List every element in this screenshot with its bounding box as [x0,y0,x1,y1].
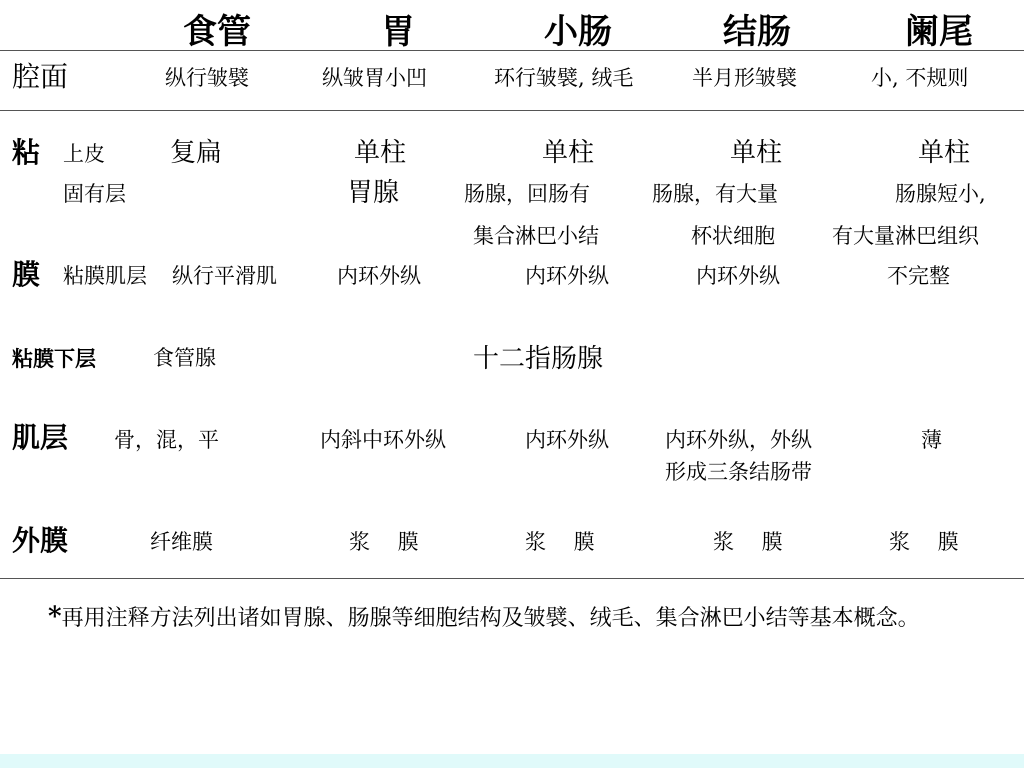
adventitia-stomach: 浆 膜 [349,530,419,554]
header-esophagus: 食管 [183,12,251,52]
muscularis-colon-line1: 内环外纵，外纵 [665,428,812,452]
luminal-stomach: 纵皱胃小凹 [322,66,427,90]
muscularis-stomach: 内斜中环外纵 [320,428,446,452]
muscularis-esophagus: 骨，混，平 [114,428,219,452]
lamina-propria-appendix-line2: 有大量淋巴组织 [832,224,979,248]
muscularis-mucosae-colon: 内环外纵 [696,264,780,288]
footnote-text: 再用注释方法列出诸如胃腺、肠腺等细胞结构及皱襞、绒毛、集合淋巴小结等基本概念。 [61,606,920,631]
luminal-appendix: 小, 不规则 [871,66,969,90]
sublabel-lamina-propria: 固有层 [63,182,126,206]
epithelium-small-intestine: 单柱 [542,138,595,168]
slide-bottom-band [0,754,1024,768]
rule-above-note [0,578,1024,579]
header-appendix: 阑尾 [905,12,973,52]
muscularis-colon-line2: 形成三条结肠带 [665,460,812,484]
muscularis-mucosae-small-intestine: 内环外纵 [525,264,609,288]
lamina-propria-stomach: 胃腺 [347,178,400,208]
header-stomach: 胃 [381,12,415,52]
adventitia-small-intestine: 浆 膜 [525,530,595,554]
adventitia-appendix: 浆 膜 [889,530,959,554]
luminal-esophagus: 纵行皱襞 [165,66,249,90]
row-label-luminal: 腔面 [12,60,69,93]
header-colon: 结肠 [723,12,791,52]
footnote-asterisk: * [48,602,62,632]
row-label-mucosa-bottom: 膜 [12,258,41,291]
adventitia-esophagus: 纤维膜 [150,530,213,554]
luminal-colon: 半月形皱襞 [692,66,797,90]
muscularis-appendix: 薄 [921,428,942,452]
submucosa-esophagus: 食管腺 [153,346,216,370]
muscularis-small-intestine: 内环外纵 [525,428,609,452]
lamina-propria-colon-line1: 肠腺，有大量 [652,182,778,206]
epithelium-esophagus: 复扁 [170,138,223,168]
epithelium-appendix: 单柱 [918,138,971,168]
epithelium-colon: 单柱 [730,138,783,168]
lamina-propria-small-intestine-line2: 集合淋巴小结 [473,224,599,248]
row-label-mucosa-top: 粘 [12,136,41,169]
rule-under-luminal [0,110,1024,111]
row-label-muscularis: 肌层 [12,421,69,454]
luminal-small-intestine: 环行皱襞, 绒毛 [494,66,634,90]
sublabel-epithelium: 上皮 [63,142,105,166]
submucosa-small-intestine: 十二指肠腺 [473,344,604,374]
rule-under-header [0,50,1024,51]
row-label-adventitia: 外膜 [12,524,69,557]
lamina-propria-small-intestine-line1: 肠腺，回肠有 [464,182,590,206]
muscularis-mucosae-stomach: 内环外纵 [337,264,421,288]
sublabel-muscularis-mucosae: 粘膜肌层 [63,264,147,288]
lamina-propria-colon-line2: 杯状细胞 [691,224,775,248]
adventitia-colon: 浆 膜 [713,530,783,554]
footnote-paragraph [12,597,1012,639]
lamina-propria-appendix-line1: 肠腺短小, [895,182,986,206]
epithelium-stomach: 单柱 [354,138,407,168]
header-small-intestine: 小肠 [544,12,612,52]
muscularis-mucosae-esophagus: 纵行平滑肌 [172,264,277,288]
row-label-submucosa: 粘膜下层 [12,346,96,371]
muscularis-mucosae-appendix: 不完整 [887,264,950,288]
